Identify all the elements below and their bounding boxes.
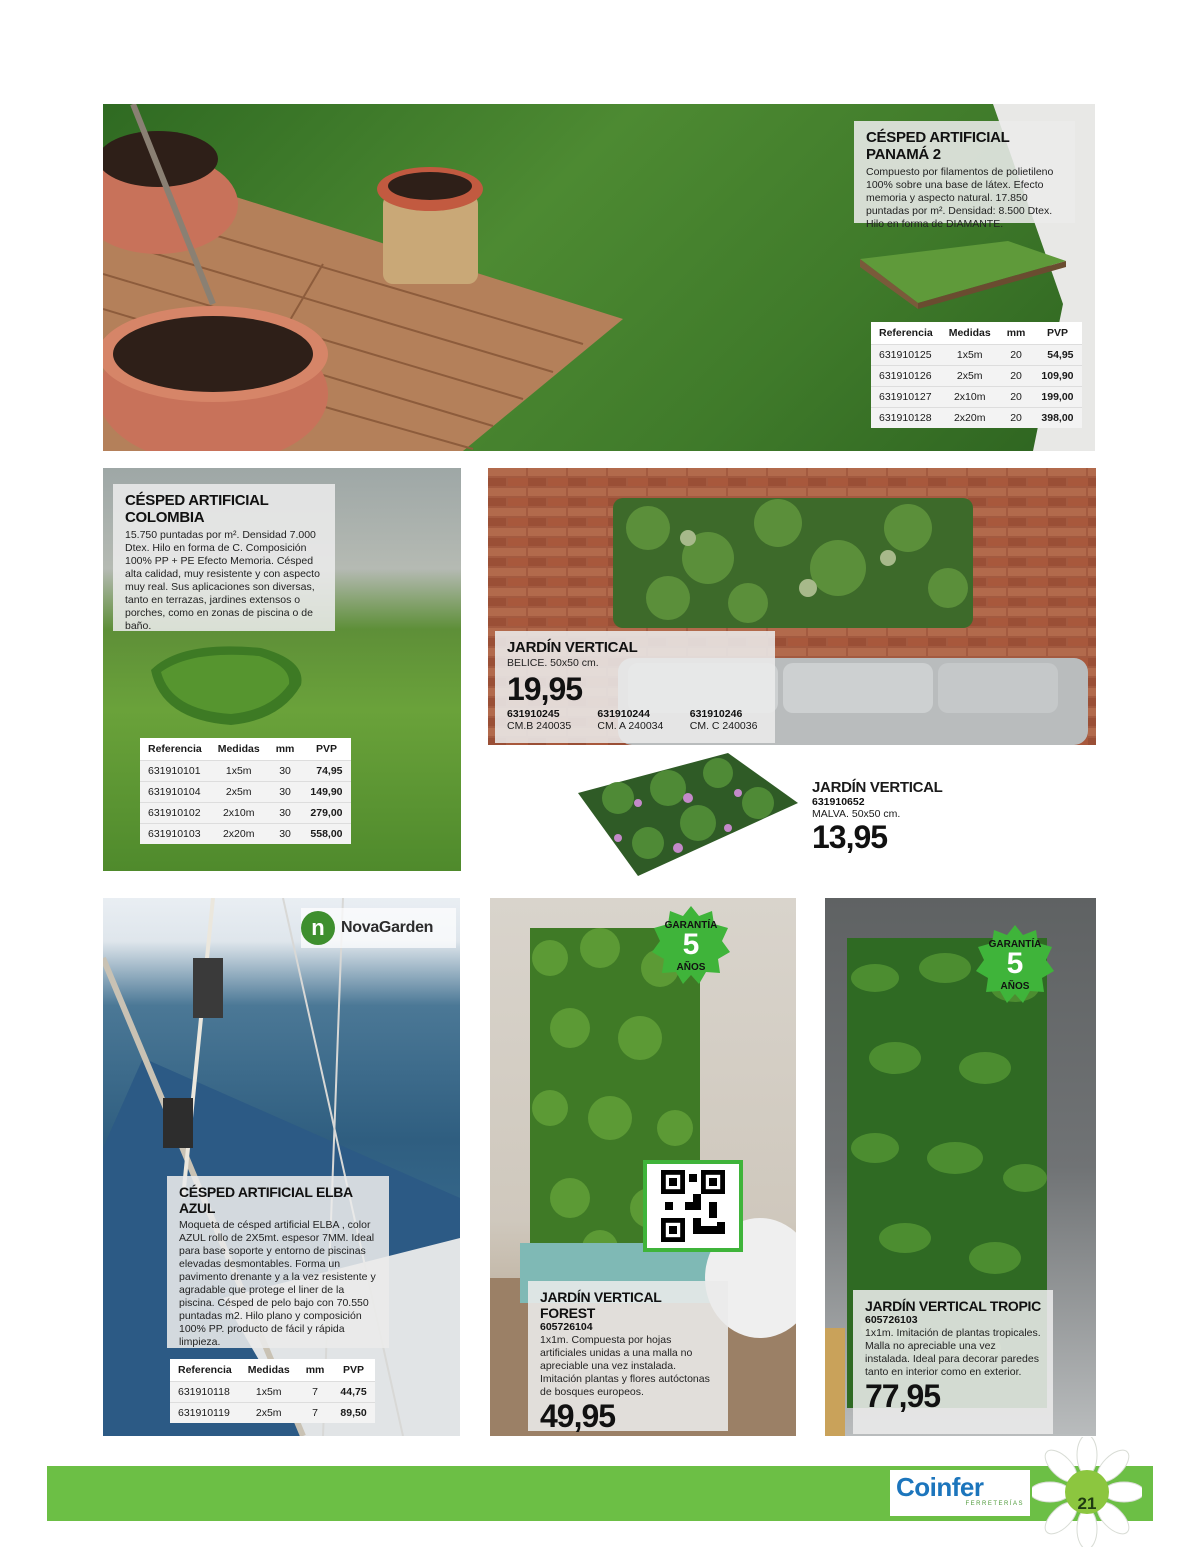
ref-cell: 631910119 (170, 1403, 240, 1424)
coinfer-logo (890, 1470, 1030, 1516)
elba-panel (103, 898, 460, 1436)
belice-ref-item (690, 708, 763, 732)
panama-description: Compuesto por filamentos de polietileno 100% sobre una base de látex. Efecto memoria y aspecto natural. 17.850 puntadas por m². Densidad: 8.500 Dtex. Hilo en forma de DIAMANTE. (866, 166, 1054, 230)
forest-qr-code (643, 1160, 743, 1252)
malva-ref: 631910652 (812, 796, 865, 808)
tropic-info-box (853, 1290, 1053, 1434)
belice-panel (488, 468, 1096, 745)
belice-title: JARDÍN VERTICAL (507, 639, 638, 656)
colombia-info-box (113, 484, 335, 631)
ref-cell: 631910101 (140, 761, 210, 782)
belice-refs (507, 708, 763, 732)
panama-panel (103, 104, 1095, 451)
colombia-description: 15.750 puntadas por m². Densidad 7.000 Dtex. Hilo en forma de C. Composición 100% PP + PE Efecto Memoria. Césped alta calidad, muy resistente y con aspecto muy real. Sus aplicaciones son diversas, tanto en terrazas, jardines extensos o porches, como en zonas de piscina o de baño. (125, 529, 320, 632)
tropic-warranty-badge (976, 925, 1054, 1003)
mm-cell: 20 (999, 345, 1034, 366)
page-number: 21 (1077, 1494, 1097, 1513)
badge-top-text: GARANTÍA (664, 920, 718, 931)
table-row (170, 1403, 375, 1424)
size-cell: 2x10m (210, 803, 268, 824)
belice-subtitle: BELICE. 50x50 cm. (507, 657, 599, 669)
forest-ref: 605726104 (540, 1321, 593, 1333)
mm-cell: 7 (298, 1382, 333, 1403)
elba-description: Moqueta de césped artificial ELBA , color AZUL rollo de 2X5mt. espesor 7MM. Ideal para base soporte y entorno de piscinas elevadas desmontables. Forma un pavimento drenante y a la vez resistente y agradable que protege el liner de la piscina. Césped de pelo bajo con 70.550 puntadas m2. Hilo plano y composición 100% PP. producto de fácil y rápida limpieza. (179, 1219, 376, 1348)
belice-info-box (495, 631, 775, 743)
elba-title: CÉSPED ARTIFICIAL ELBA AZUL (179, 1184, 353, 1216)
daisy-flower-icon (1032, 1437, 1142, 1547)
col-header: mm (268, 738, 303, 761)
ref-cell: 631910118 (170, 1382, 240, 1403)
belice-ref-item (597, 708, 667, 732)
badge-number: 5 (682, 928, 700, 961)
price-cell: 279,00 (302, 803, 350, 824)
table-row (871, 366, 1082, 387)
belice-price: 19,95 (507, 671, 583, 707)
table-row (140, 803, 351, 824)
ref-code: 631910244 (597, 708, 650, 720)
table-row (871, 387, 1082, 408)
novagarden-icon: n (301, 911, 335, 945)
colombia-spec-table (140, 738, 351, 844)
malva-info (812, 779, 1012, 854)
col-header: PVP (1033, 322, 1081, 345)
malva-title: JARDÍN VERTICAL (812, 779, 943, 796)
size-cell: 1x5m (941, 345, 999, 366)
col-header: Referencia (871, 322, 941, 345)
forest-warranty-badge (652, 906, 730, 984)
badge-bottom-text: AÑOS (1000, 981, 1030, 992)
table-row (140, 761, 351, 782)
mm-cell: 20 (999, 366, 1034, 387)
ref-cell: 631910125 (871, 345, 941, 366)
col-header: Medidas (941, 322, 999, 345)
malva-price: 13,95 (812, 819, 888, 855)
forest-info-box (528, 1281, 728, 1434)
colombia-sample-image (141, 640, 311, 730)
table-row (140, 824, 351, 845)
tropic-ref: 605726103 (865, 1314, 918, 1326)
col-header: Referencia (140, 738, 210, 761)
badge-number: 5 (1006, 947, 1024, 980)
price-cell: 74,95 (302, 761, 350, 782)
size-cell: 2x5m (941, 366, 999, 387)
size-cell: 2x5m (210, 782, 268, 803)
mm-cell: 30 (268, 761, 303, 782)
elba-info-box (167, 1176, 389, 1348)
ref-color: CM. C 240036 (689, 720, 758, 732)
belice-ref-item (507, 708, 575, 732)
panama-title: CÉSPED ARTIFICIAL PANAMÁ 2 (866, 129, 1010, 163)
ref-cell: 631910103 (140, 824, 210, 845)
malva-product-image (578, 748, 798, 878)
col-header: mm (298, 1359, 333, 1382)
panama-info-box (854, 121, 1075, 230)
forest-description: 1x1m. Compuesta por hojas artificiales unidas a una malla no apreciable una vez instalada. Imitación plantas y flores autóctonas de bosques europeos. (540, 1334, 710, 1398)
ref-color: CM.B 240035 (507, 720, 572, 732)
qr-code-icon (661, 1170, 725, 1242)
tropic-title: JARDÍN VERTICAL TROPIC (865, 1298, 1041, 1314)
ref-cell: 631910128 (871, 408, 941, 429)
ref-code: 631910245 (507, 708, 560, 720)
malva-subtitle: MALVA. 50x50 cm. (812, 808, 901, 820)
size-cell: 2x5m (240, 1403, 298, 1424)
price-cell: 109,90 (1033, 366, 1081, 387)
coinfer-logo-subtext: FERRETERÍAS (965, 1501, 1024, 1507)
col-header: Medidas (240, 1359, 298, 1382)
ref-color: CM. A 240034 (597, 720, 664, 732)
price-cell: 149,90 (302, 782, 350, 803)
coinfer-logo-text: Coinfer (896, 1472, 984, 1502)
tropic-price: 77,95 (865, 1378, 941, 1414)
ref-code: 631910246 (689, 708, 743, 720)
forest-panel (490, 898, 796, 1436)
size-cell: 1x5m (210, 761, 268, 782)
colombia-panel (103, 468, 461, 871)
size-cell: 1x5m (240, 1382, 298, 1403)
price-cell: 44,75 (332, 1382, 374, 1403)
panama-spec-table (871, 322, 1082, 428)
elba-spec-table (170, 1359, 375, 1423)
ref-cell: 631910127 (871, 387, 941, 408)
mm-cell: 20 (999, 387, 1034, 408)
price-cell: 54,95 (1033, 345, 1081, 366)
tropic-description: 1x1m. Imitación de plantas tropicales. Malla no apreciable una vez instalada. Ideal para decorar paredes tanto en interior como en exterior. (865, 1327, 1041, 1378)
table-row (871, 345, 1082, 366)
mm-cell: 30 (268, 782, 303, 803)
table-row (170, 1382, 375, 1403)
col-header: Referencia (170, 1359, 240, 1382)
ref-cell: 631910126 (871, 366, 941, 387)
forest-title: JARDÍN VERTICAL FOREST (540, 1289, 662, 1321)
badge-top-text: GARANTÍA (988, 939, 1042, 950)
table-row (871, 408, 1082, 429)
elba-scene-illustration (103, 898, 460, 1436)
size-cell: 2x20m (941, 408, 999, 429)
price-cell: 199,00 (1033, 387, 1081, 408)
novagarden-logo (301, 908, 456, 948)
mm-cell: 30 (268, 824, 303, 845)
col-header: mm (999, 322, 1034, 345)
mm-cell: 30 (268, 803, 303, 824)
size-cell: 2x20m (210, 824, 268, 845)
tropic-panel (825, 898, 1096, 1436)
ref-cell: 631910102 (140, 803, 210, 824)
size-cell: 2x10m (941, 387, 999, 408)
ref-cell: 631910104 (140, 782, 210, 803)
forest-price: 49,95 (540, 1398, 616, 1434)
panama-sample-image (858, 239, 1068, 309)
col-header: PVP (302, 738, 350, 761)
novagarden-brand: NovaGarden (341, 919, 434, 936)
price-cell: 398,00 (1033, 408, 1081, 429)
price-cell: 558,00 (302, 824, 350, 845)
colombia-title: CÉSPED ARTIFICIAL COLOMBIA (125, 492, 269, 526)
col-header: Medidas (210, 738, 268, 761)
badge-bottom-text: AÑOS (676, 962, 706, 973)
mm-cell: 20 (999, 408, 1034, 429)
price-cell: 89,50 (332, 1403, 374, 1424)
table-row (140, 782, 351, 803)
mm-cell: 7 (298, 1403, 333, 1424)
col-header: PVP (332, 1359, 374, 1382)
